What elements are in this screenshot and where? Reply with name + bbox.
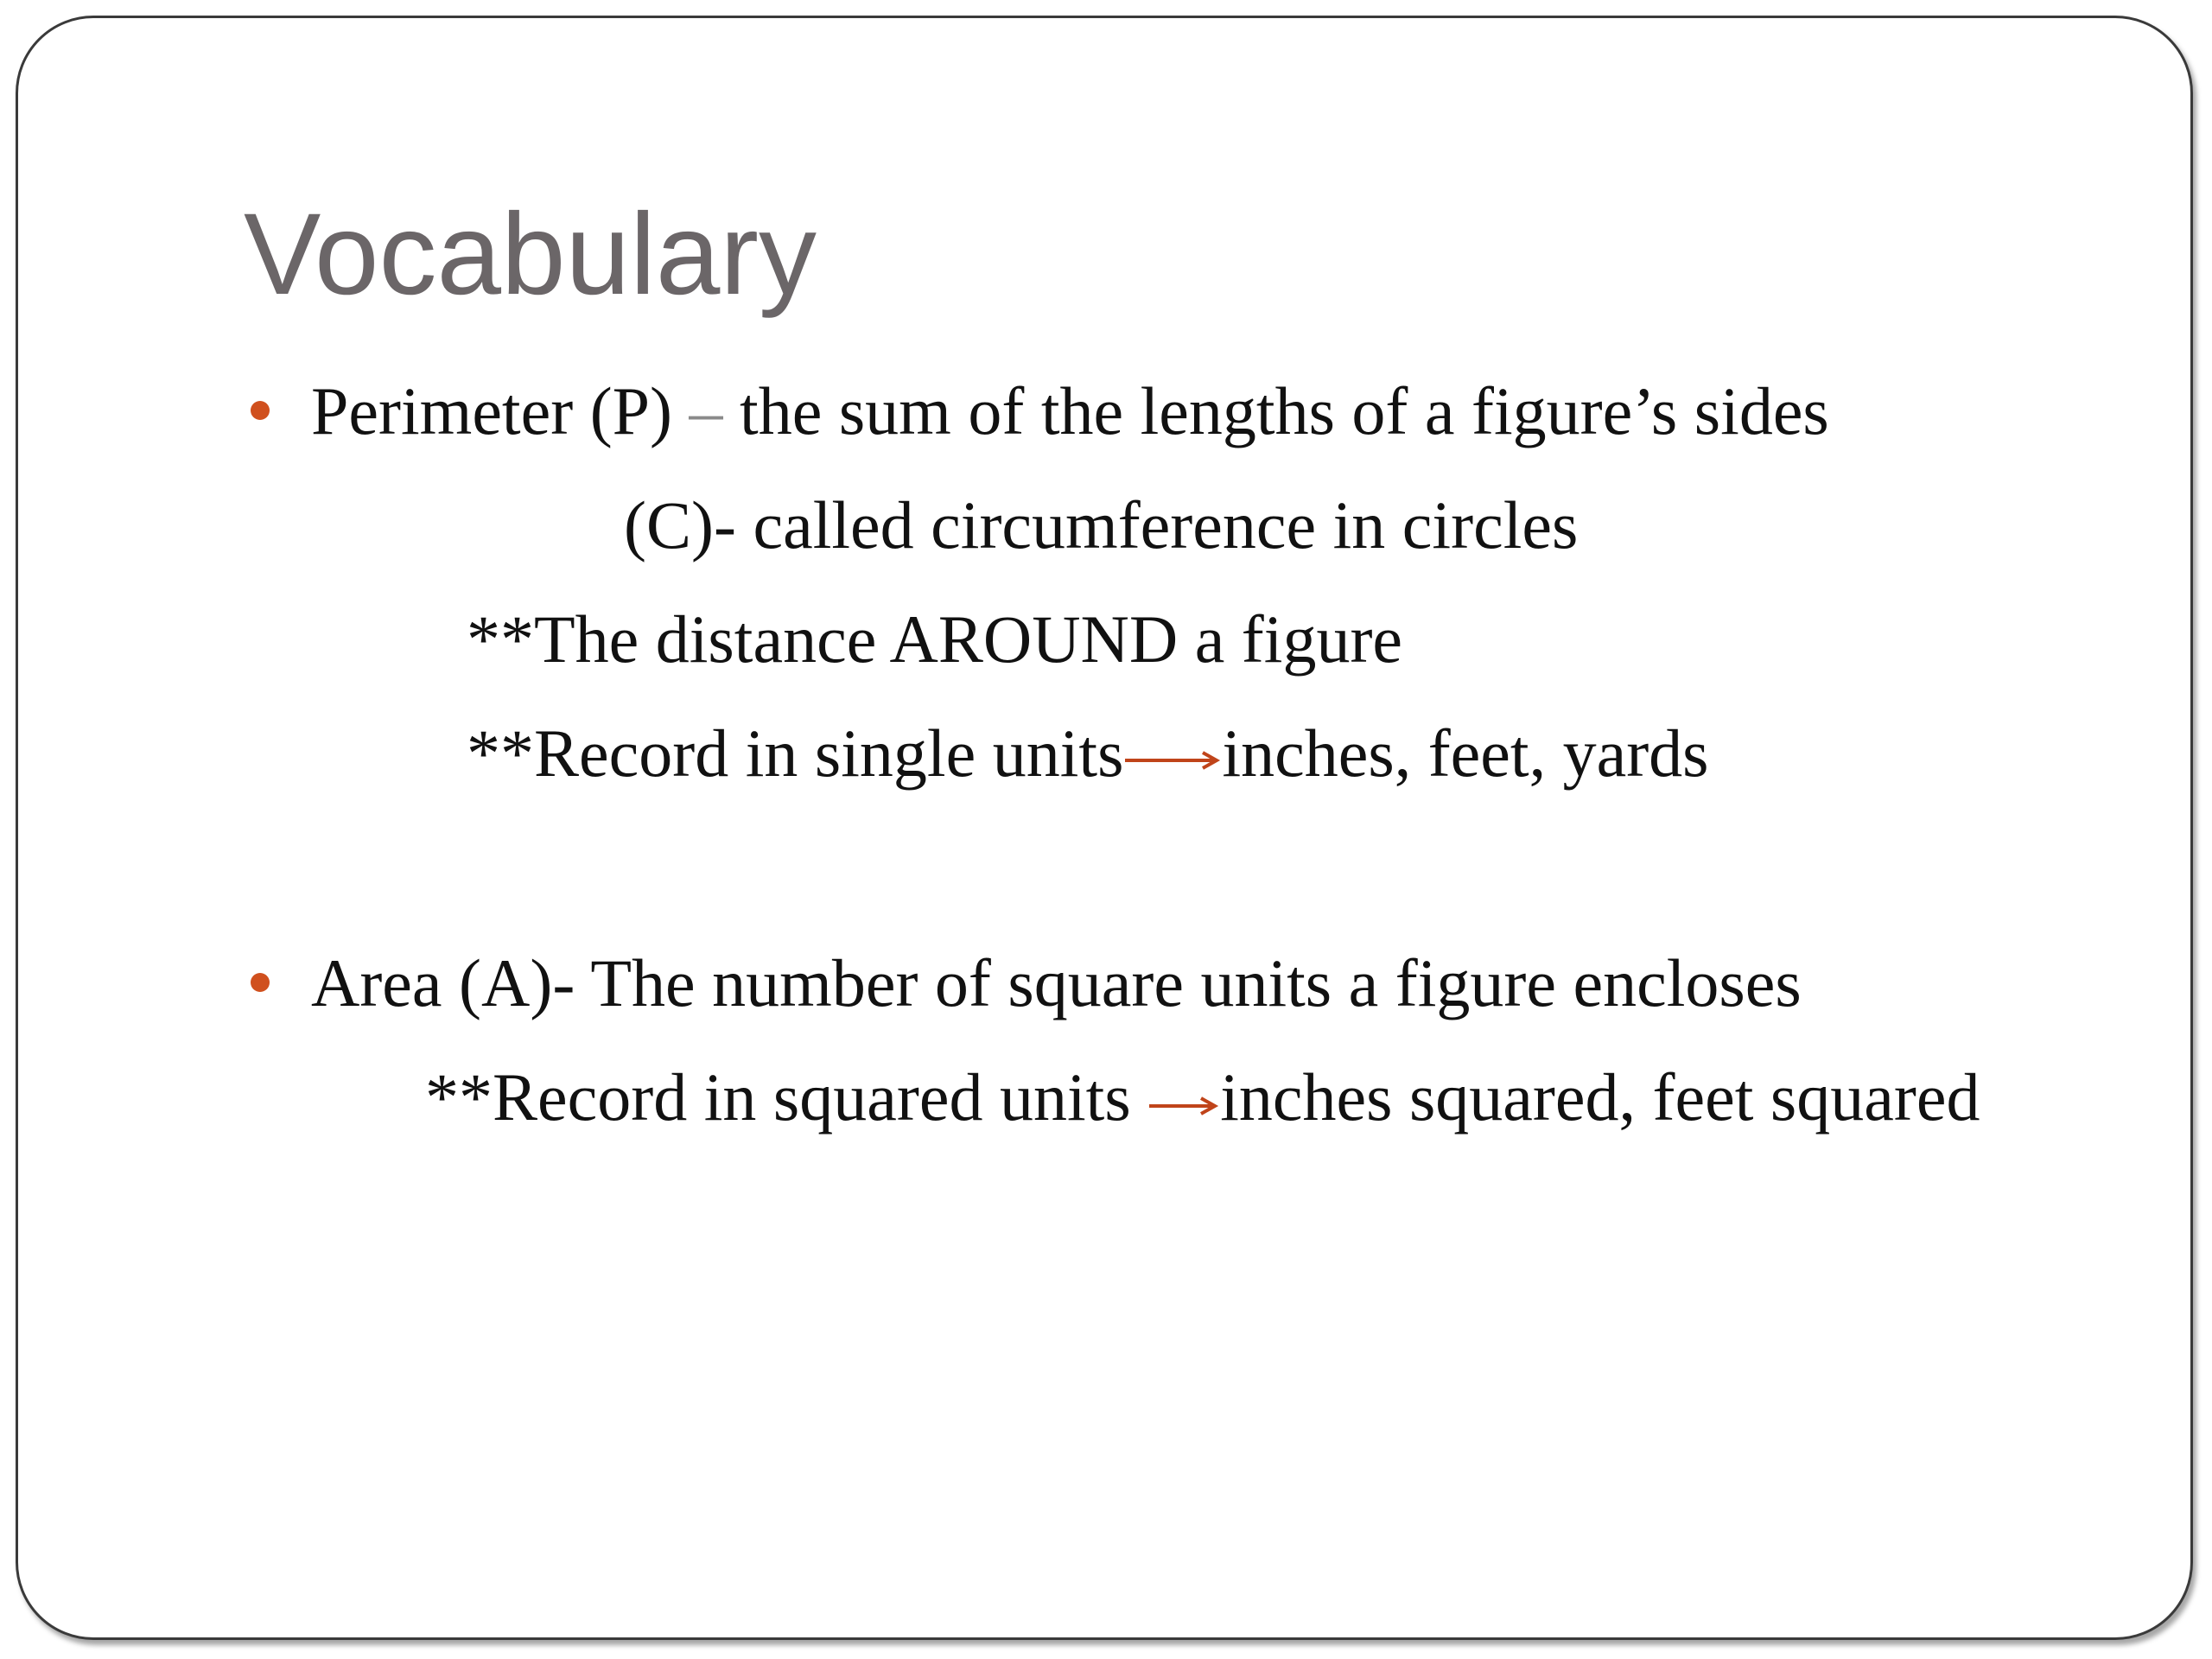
perimeter-around-note: **The distance AROUND a figure — [467, 601, 1403, 677]
perimeter-units-note — [467, 710, 1709, 797]
area-definition: Area (A)- The number of square units a figure encloses — [311, 945, 1802, 1020]
bullet-dot-icon — [251, 401, 270, 420]
perimeter-definition-text: the sum of the lengths of a figure’s sides — [740, 373, 1829, 448]
area-units-prefix: **Record in squared units — [425, 1059, 1148, 1135]
right-arrow-icon — [1147, 1091, 1220, 1117]
area-units-note — [425, 1054, 1980, 1141]
right-arrow-icon — [1123, 747, 1222, 773]
area-units-suffix: inches squared, feet squared — [1220, 1059, 1980, 1135]
perimeter-definition — [311, 368, 1829, 454]
perimeter-units-suffix: inches, feet, yards — [1222, 715, 1709, 791]
perimeter-term: Perimeter (P) — [311, 373, 673, 448]
circumference-note: (C)- called circumference in circles — [624, 487, 1579, 563]
bullet-dot-icon — [251, 973, 270, 992]
perimeter-dash: – — [689, 373, 723, 448]
perimeter-units-prefix: **Record in single units — [467, 715, 1124, 791]
slide-title: Vocabulary — [244, 190, 817, 319]
